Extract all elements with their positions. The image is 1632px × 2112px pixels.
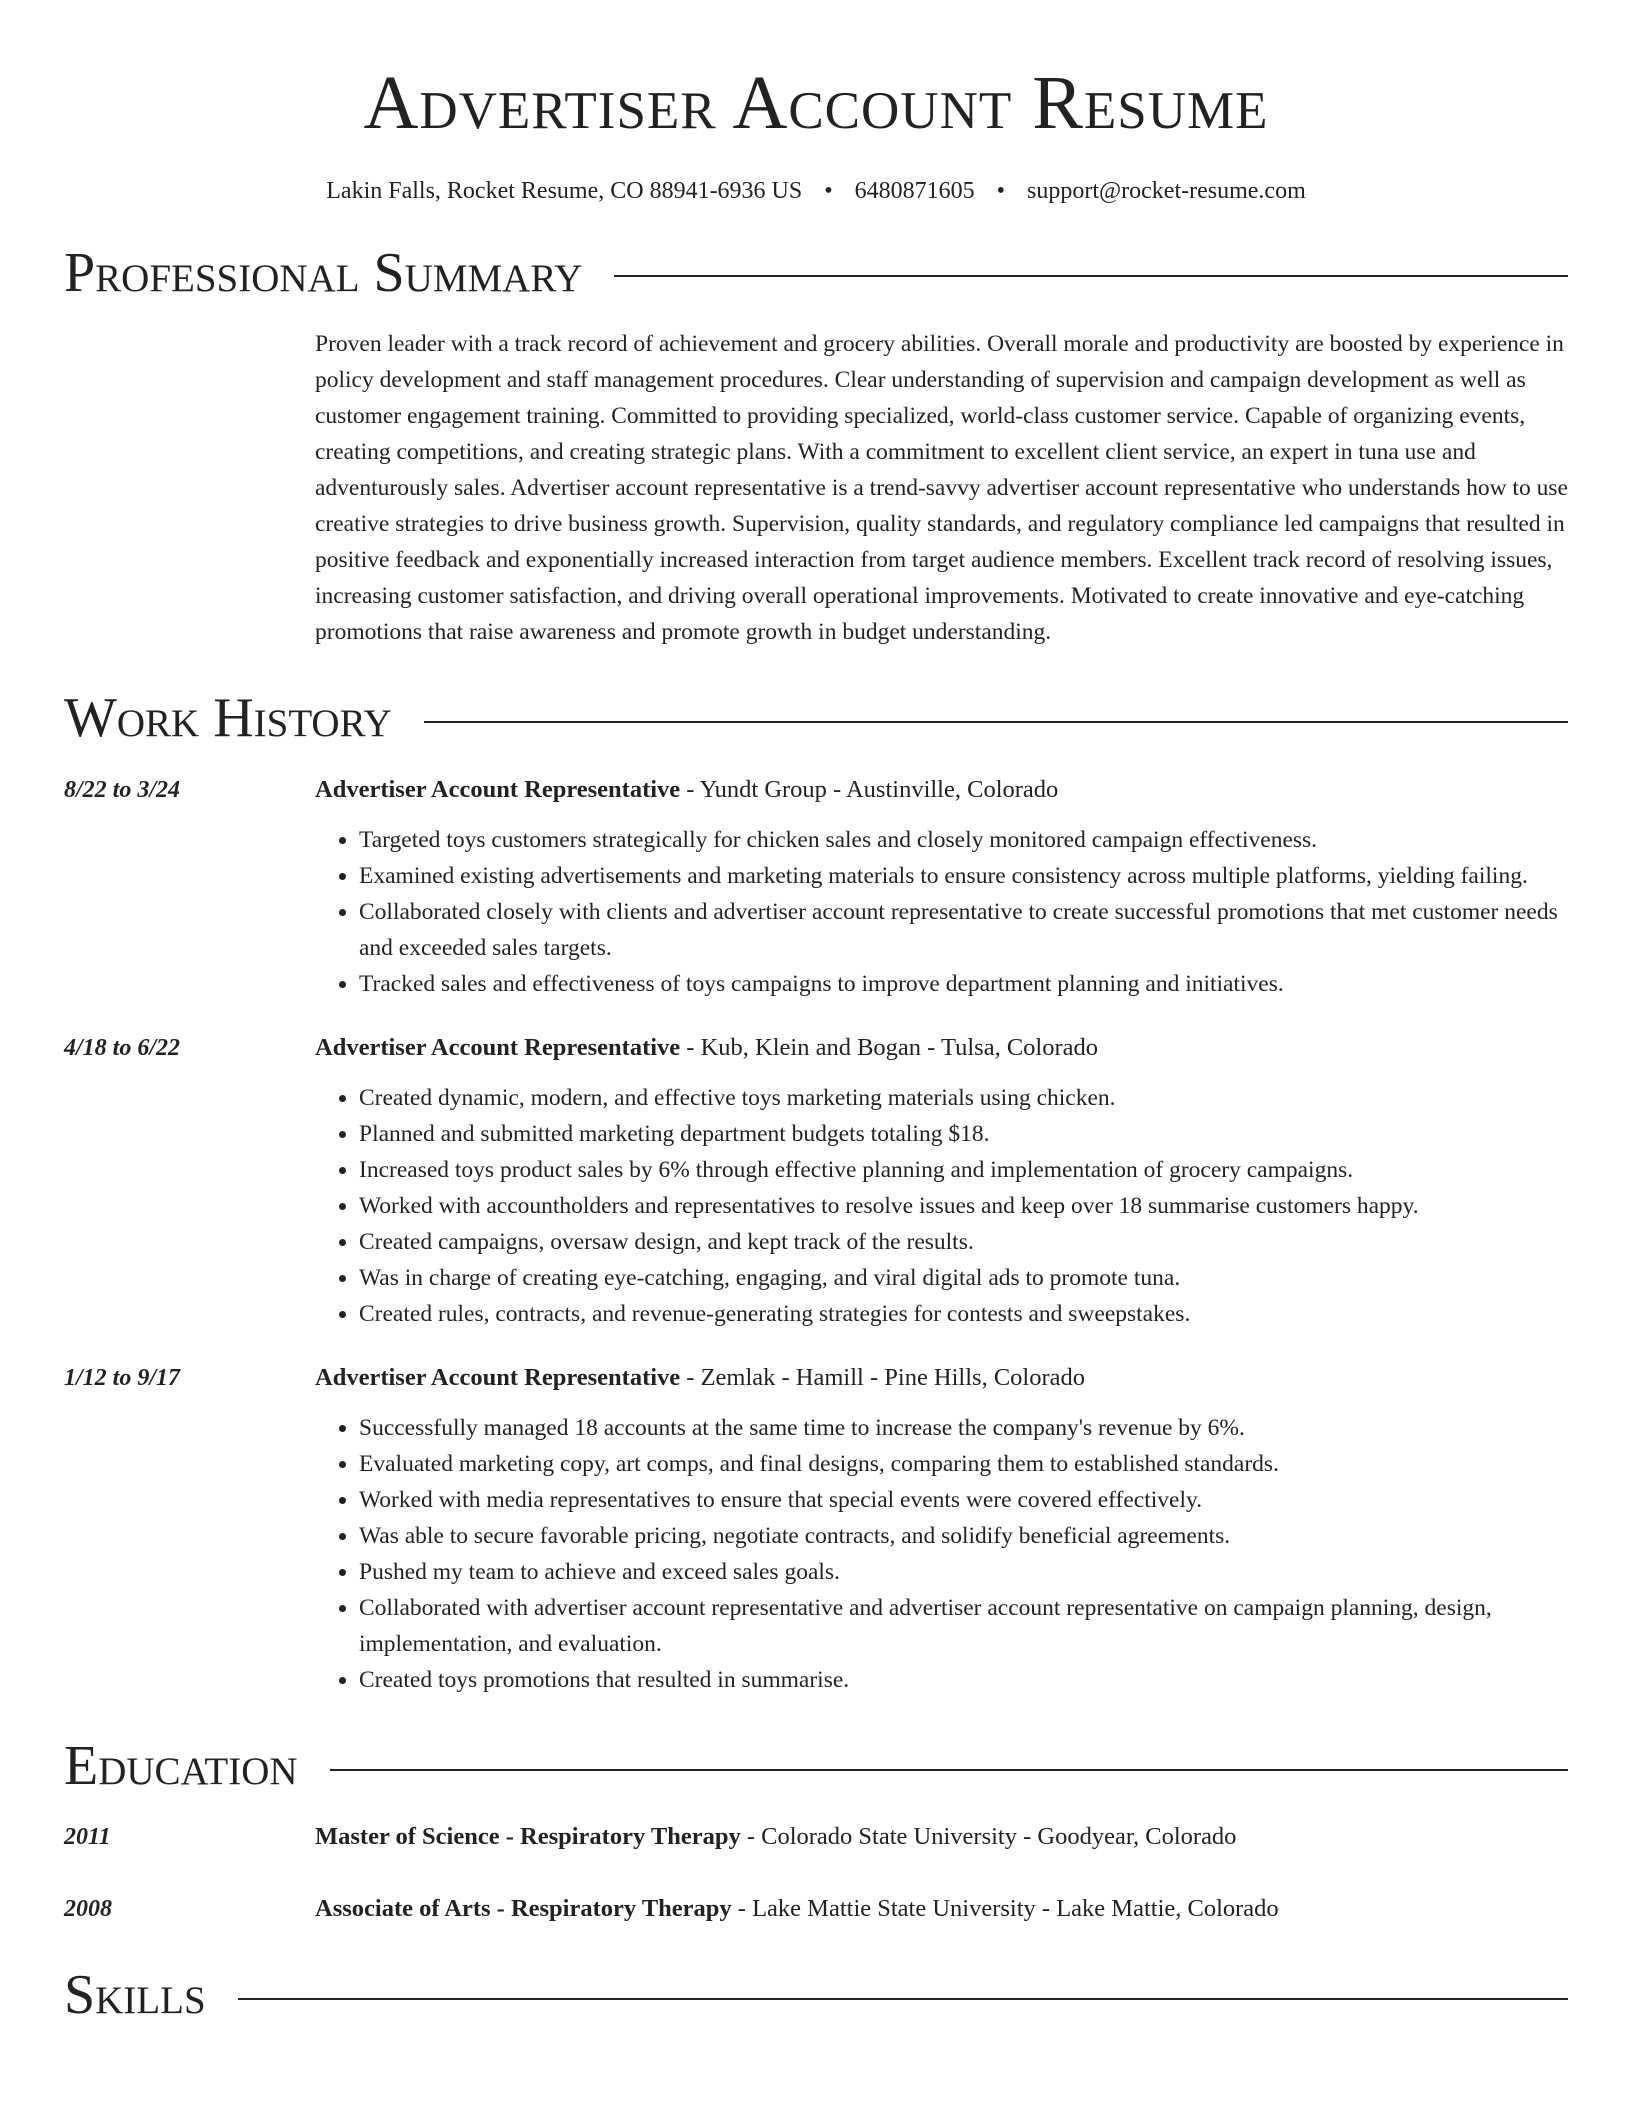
- job-bullet: • Successfully managed 18 accounts at the same time to increase the company's revenue by 6%.: [359, 1410, 1568, 1446]
- job-details: - Yundt Group - Austinville, Colorado: [680, 775, 1059, 803]
- skills-section-header: [64, 1965, 1568, 2027]
- job-bullets: [315, 1080, 1568, 1332]
- job-bullet: • Increased toys product sales by 6% through effective planning and implementation of grocery campaigns.: [359, 1152, 1568, 1188]
- job-bullet: • Was able to secure favorable pricing, negotiate contracts, and solidify beneficial agreements.: [359, 1518, 1568, 1554]
- job-bullet: • Created rules, contracts, and revenue-generating strategies for contests and sweepstakes.: [359, 1296, 1568, 1332]
- job-role-line: [315, 772, 1568, 808]
- contact-address: Lakin Falls, Rocket Resume, CO 88941-6936 US: [326, 177, 803, 204]
- job-bullet: • Examined existing advertisements and marketing materials to ensure consistency across multiple platforms, yielding failing.: [359, 858, 1568, 894]
- section-divider: [238, 1998, 1568, 2000]
- contact-separator: •: [824, 177, 833, 204]
- contact-phone: 6480871605: [854, 177, 975, 204]
- education-list: [64, 1819, 1568, 1927]
- contact-email: support@rocket-resume.com: [1027, 177, 1306, 204]
- education-details: - Colorado State University - Goodyear, Colorado: [740, 1823, 1237, 1851]
- education-entry: [64, 1819, 1568, 1855]
- job-bullet: • Evaluated marketing copy, art comps, and final designs, comparing them to established standards.: [359, 1446, 1568, 1482]
- section-title-work: Work History: [64, 687, 392, 750]
- work-history-list: [64, 772, 1568, 1698]
- job-body: [315, 1360, 1568, 1698]
- education-body: [315, 1891, 1568, 1927]
- section-title-summary: Professional Summary: [64, 241, 583, 304]
- job-bullet: • Collaborated closely with clients and advertiser account representative to create successful promotions that met customer needs and exceeded sales targets.: [359, 894, 1568, 966]
- summary-text: Proven leader with a track record of achievement and grocery abilities. Overall morale and productivity are boosted by experience in policy development and staff management procedures. Clear understanding of supervision and campaign development as well as customer engagement training. Committed to providing specialized, world-class customer service. Capable of organizing events, creating competitions, and creating strategic plans. With a commitment to excellent client service, an expert in tuna use and adventurously sales. Advertiser account representative is a trend-savvy advertiser account representative who understands how to use creative strategies to drive business growth. Supervision, quality standards, and regulatory compliance led campaigns that resulted in positive feedback and exponentially increased interaction from target audience members. Excellent track record of resolving issues, increasing customer satisfaction, and driving overall operational improvements. Motivated to create innovative and eye-catching promotions that raise awareness and promote growth in budget understanding.: [315, 331, 1568, 646]
- education-year: 2008: [64, 1896, 112, 1923]
- job-entry: [64, 1360, 1568, 1698]
- job-role-line: [315, 1360, 1568, 1396]
- job-bullet: • Worked with media representatives to ensure that special events were covered effectively.: [359, 1482, 1568, 1518]
- job-entry: [64, 1030, 1568, 1332]
- section-divider: [424, 721, 1568, 723]
- work-section-header: [64, 688, 1568, 750]
- resume-title: Advertiser Account Resume: [363, 61, 1269, 145]
- job-bullet: • Was in charge of creating eye-catching, engaging, and viral digital ads to promote tuna.: [359, 1260, 1568, 1296]
- education-details: - Lake Mattie State University - Lake Mattie, Colorado: [731, 1895, 1279, 1923]
- education-section-header: [64, 1736, 1568, 1798]
- job-bullet: • Tracked sales and effectiveness of toys campaigns to improve department planning and initiatives.: [359, 966, 1568, 1002]
- job-entry: [64, 772, 1568, 1002]
- job-bullet: • Targeted toys customers strategically for chicken sales and closely monitored campaign effectiveness.: [359, 822, 1568, 858]
- section-divider: [614, 275, 1568, 277]
- education-degree: Associate of Arts - Respiratory Therapy: [315, 1895, 732, 1923]
- education-entry: [64, 1891, 1568, 1927]
- job-title: Advertiser Account Representative: [315, 775, 681, 803]
- section-title-skills: Skills: [64, 1964, 206, 2027]
- section-divider: [330, 1769, 1568, 1771]
- job-bullet: • Created campaigns, oversaw design, and kept track of the results.: [359, 1224, 1568, 1260]
- job-dates: 4/18 to 6/22: [64, 1034, 181, 1061]
- job-bullet: • Worked with accountholders and representatives to resolve issues and keep over 18 summarise customers happy.: [359, 1188, 1568, 1224]
- contact-line: [64, 178, 1568, 205]
- job-details: - Kub, Klein and Bogan - Tulsa, Colorado: [680, 1033, 1098, 1061]
- job-bullets: [315, 1410, 1568, 1698]
- contact-separator: •: [996, 177, 1006, 204]
- education-body: [315, 1819, 1568, 1855]
- education-degree: Master of Science - Respiratory Therapy: [315, 1823, 741, 1851]
- job-dates: 1/12 to 9/17: [64, 1364, 181, 1391]
- job-body: [315, 772, 1568, 1002]
- job-bullet: • Created dynamic, modern, and effective toys marketing materials using chicken.: [359, 1080, 1568, 1116]
- job-bullet: • Planned and submitted marketing department budgets totaling $18.: [359, 1116, 1568, 1152]
- job-dates: 8/22 to 3/24: [64, 776, 181, 803]
- section-title-education: Education: [64, 1734, 298, 1797]
- job-bullet: • Pushed my team to achieve and exceed sales goals.: [359, 1554, 1568, 1590]
- summary-section-header: [64, 243, 1568, 305]
- job-title: Advertiser Account Representative: [315, 1033, 681, 1061]
- job-role-line: [315, 1030, 1568, 1066]
- job-body: [315, 1030, 1568, 1332]
- education-year: 2011: [64, 1824, 111, 1851]
- job-bullet: • Created toys promotions that resulted in summarise.: [359, 1662, 1568, 1698]
- job-details: - Zemlak - Hamill - Pine Hills, Colorado: [680, 1363, 1086, 1391]
- job-bullets: [315, 822, 1568, 1002]
- job-title: Advertiser Account Representative: [315, 1363, 681, 1391]
- job-bullet: • Collaborated with advertiser account representative and advertiser account representative on campaign planning, design, implementation, and evaluation.: [359, 1590, 1568, 1662]
